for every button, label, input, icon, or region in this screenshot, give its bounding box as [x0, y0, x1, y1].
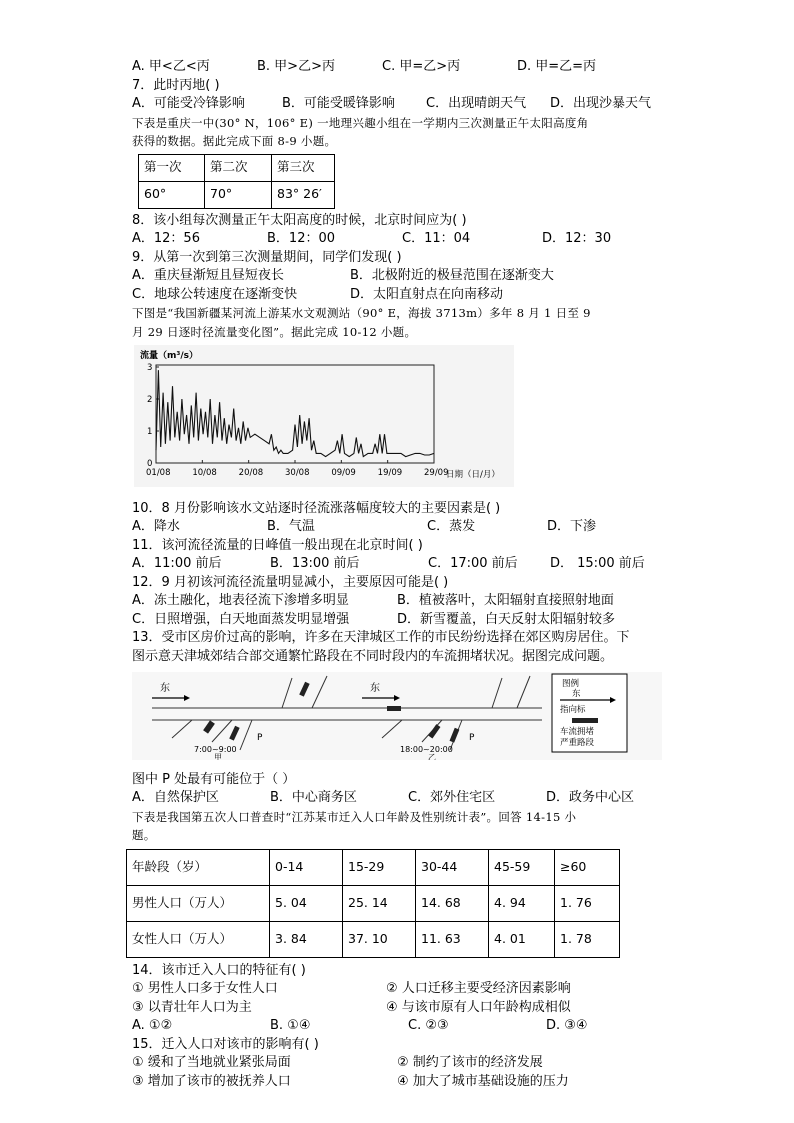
table-cell: 5. 04: [270, 885, 343, 921]
chart-axes: [156, 365, 434, 463]
q15-statement-1: ① 缓和了当地就业紧张局面: [132, 1055, 291, 1070]
q6-options: [132, 58, 662, 77]
q11-stem: 11．该河流径流量的日峰值一般出现在北京时间( ): [132, 537, 423, 553]
east-arrow-head: [184, 695, 190, 701]
legend-jam-line1: 车流拥堵: [560, 727, 595, 737]
panel-label-jia: 甲: [214, 753, 222, 760]
chart-ticks: [146, 363, 449, 478]
q13-intro-line1: 13．受市区房价过高的影响，许多在天津城区工作的市民纷纷选择在郊区购房居住。下: [132, 630, 630, 645]
table1-value-3: 83° 26′: [272, 181, 335, 208]
q11-option-c: C．17:00 前后: [428, 556, 518, 571]
q10-options: [132, 518, 662, 537]
x-tick-label: 10/08: [192, 468, 217, 478]
q13-option-d: D．政务中心区: [546, 790, 635, 805]
q14-statement-3: ③ 以青壮年人口为主: [132, 999, 252, 1015]
table2-header: 30-44: [416, 849, 489, 885]
table2-row-male: [127, 885, 620, 921]
east-label-jia: 东: [160, 683, 170, 694]
congestion-mark: [299, 682, 309, 697]
sun-angle-table: [138, 154, 335, 209]
x-tick-label: 01/08: [146, 468, 171, 478]
q7-options: [132, 95, 662, 114]
q7-option-d: D．出现沙暴天气: [550, 96, 652, 111]
q10-stem: 10．8 月份影响该水文站逐时径流涨落幅度较大的主要因素是( ): [132, 500, 501, 516]
table1-header-2: 第二次: [205, 154, 272, 181]
road-branch: [282, 678, 292, 708]
time-label-jia: 7:00~9:00: [194, 745, 237, 754]
q11-options: [132, 555, 662, 574]
intro-14-15-line1: 下表是我国第五次人口普查时“江苏某市迁入人口年龄及性别统计表”。回答 14-15 小: [132, 809, 577, 824]
road-branch: [492, 678, 502, 708]
q9-option-a: A．重庆昼渐短且昼短夜长: [132, 268, 284, 283]
table2-header: 0-14: [270, 849, 343, 885]
intro-8-9-line2: 获得的数据。据此完成下面 8-9 小题。: [132, 134, 337, 148]
q12-options: [132, 592, 662, 629]
q8-options: [132, 230, 662, 249]
table2-header: 年龄段（岁）: [127, 849, 270, 885]
q14-option-d: D. ③④: [546, 1018, 588, 1033]
q11-option-a: A．11:00 前后: [132, 556, 222, 571]
legend-jam-symbol: [572, 718, 598, 723]
x-tick-label: 20/08: [238, 468, 264, 478]
q8-option-b: B．12：00: [267, 231, 336, 246]
q8-option-d: D．12：30: [542, 231, 612, 246]
table1-value-2: 70°: [205, 181, 272, 208]
q9-option-c: C．地球公转速度在逐渐变快: [132, 286, 298, 302]
q15-statement-3: ③ 增加了该市的被抚养人口: [132, 1073, 291, 1089]
q13-option-a: A．自然保护区: [132, 790, 219, 805]
q9-options: [132, 267, 662, 304]
q6-option-d: D. 甲=乙=丙: [517, 59, 597, 74]
time-label-yi: 18:00~20:00: [400, 745, 453, 754]
q6-option-a: A. 甲<乙<丙: [132, 59, 210, 74]
x-tick-label: 29/09: [424, 468, 449, 478]
table-cell: 14. 68: [416, 885, 489, 921]
intro-8-9-line1: 下表是重庆一中(30° N，106° E) 一地理兴趣小组在一学期内三次测量正午太阳高度角: [132, 115, 589, 130]
panel-label-yi: 乙: [428, 753, 436, 760]
q15-statement-2: ② 制约了该市的经济发展: [397, 1055, 543, 1070]
road-branch: [312, 676, 327, 708]
q14-option-a: A. ①②: [132, 1018, 173, 1033]
q11-option-d: D． 15:00 前后: [550, 556, 645, 571]
legend-east: 东: [572, 689, 581, 699]
table1-value-1: 60°: [139, 181, 205, 208]
table2-header: 45-59: [489, 849, 555, 885]
y-tick-label: 1: [147, 427, 153, 437]
q7-stem: 7．此时丙地( ): [132, 77, 220, 93]
congestion-mark: [203, 720, 215, 733]
road-branch: [517, 676, 530, 708]
q14-statement-4: ④ 与该市原有人口年龄构成相似: [386, 999, 571, 1015]
table-cell: 男性人口（万人）: [127, 885, 270, 921]
congestion-mark: [229, 726, 239, 741]
chart-frame: [156, 365, 434, 463]
table-cell: 女性人口（万人）: [127, 921, 270, 957]
q12-stem: 12．9 月初该河流径流量明显减小，主要原因可能是( ): [132, 574, 449, 590]
intro-10-12-line1: 下图是“我国新疆某河流上游某水文观测站（90° E，海拔 3713m）多年 8 月 1 日至 9: [132, 306, 591, 320]
runoff-chart: [134, 345, 514, 487]
q13-option-b: B．中心商务区: [270, 790, 357, 805]
table2-header: 15-29: [343, 849, 416, 885]
intro-14-15-line2: 题。: [132, 828, 156, 842]
table2-header-row: [127, 849, 620, 885]
table1-header-3: 第三次: [272, 154, 335, 181]
table2-header: ≥60: [555, 849, 620, 885]
q8-option-c: C．11：04: [402, 231, 471, 246]
y-tick-label: 2: [147, 395, 153, 405]
q14-option-b: B. ①④: [270, 1018, 311, 1033]
table-cell: 25. 14: [343, 885, 416, 921]
q9-stem: 9．从第一次到第三次测量期间，同学们发现( ): [132, 249, 402, 265]
q13-intro-line2: 图示意天津城郊结合部交通繁忙路段在不同时段内的车流拥堵状况。据图完成问题。: [132, 648, 614, 664]
q6-option-c: C. 甲=乙>丙: [382, 59, 461, 74]
q14-options: [132, 1017, 662, 1036]
road-branch: [382, 720, 402, 738]
road-branch: [212, 720, 232, 742]
y-tick-label: 0: [147, 459, 153, 469]
legend-arrow-label: 指向标: [560, 705, 586, 715]
traffic-legend: [552, 674, 627, 752]
table-cell: 37. 10: [343, 921, 416, 957]
p-label-yi: P: [469, 733, 475, 743]
congestion-mark: [450, 728, 460, 743]
q12-option-d: D．新雪覆盖，白天反射太阳辐射较多: [397, 611, 616, 627]
q9-option-d: D．太阳直射点在向南移动: [350, 286, 504, 302]
q11-option-b: B．13:00 前后: [270, 556, 360, 571]
q14-stem: 14．该市迁入人口的特征有( ): [132, 962, 306, 978]
q7-option-b: B．可能受暖锋影响: [282, 96, 395, 111]
q9-option-b: B．北极附近的极昼范围在逐渐变大: [350, 268, 554, 283]
q12-option-a: A．冻土融化，地表径流下渗增多明显: [132, 593, 349, 608]
chart-xlabel: 日期（日/月）: [446, 470, 500, 480]
table-cell: 1. 78: [555, 921, 620, 957]
q14-statement-2: ② 人口迁移主要受经济因素影响: [386, 981, 571, 996]
x-tick-label: 19/09: [377, 468, 403, 478]
q14-statements: [132, 980, 662, 1017]
traffic-panel-yi: [362, 676, 542, 760]
q8-stem: 8．该小组每次测量正午太阳高度的时候，北京时间应为( ): [132, 212, 467, 228]
q10-option-d: D．下渗: [547, 519, 597, 534]
q13-option-c: C．郊外住宅区: [408, 790, 496, 805]
q14-option-c: C. ②③: [408, 1018, 449, 1033]
q12-option-b: B．植被落叶，太阳辐射直接照射地面: [397, 593, 614, 608]
q14-statement-1: ① 男性人口多于女性人口: [132, 981, 278, 996]
q7-option-a: A．可能受冷锋影响: [132, 96, 245, 111]
table-cell: 4. 01: [489, 921, 555, 957]
chart-ylabel: 流量（m³/s）: [140, 351, 198, 361]
q15-statements: [132, 1054, 662, 1091]
congestion-mark: [387, 706, 401, 711]
q13-options: [132, 789, 662, 808]
legend-title: 图例: [562, 679, 580, 689]
congestion-mark: [428, 724, 440, 738]
table-cell: 11. 63: [416, 921, 489, 957]
q15-statement-4: ④ 加大了城市基础设施的压力: [397, 1073, 569, 1089]
q8-option-a: A．12：56: [132, 231, 200, 246]
table1-header-1: 第一次: [139, 154, 205, 181]
east-label-yi: 东: [370, 683, 380, 694]
q13-stem: 图中 P 处最有可能位于（ ）: [132, 771, 296, 787]
q10-option-a: A．降水: [132, 519, 180, 534]
x-tick-label: 09/09: [331, 468, 356, 478]
road-branch: [240, 720, 252, 750]
table-cell: 1. 76: [555, 885, 620, 921]
q15-stem: 15．迁入人口对该市的影响有( ): [132, 1036, 319, 1052]
q6-option-b: B. 甲>乙>丙: [257, 59, 335, 74]
exam-page: [132, 58, 662, 1091]
q7-option-c: C．出现晴朗天气: [426, 96, 527, 111]
q12-option-c: C．日照增强，白天地面蒸发明显增强: [132, 611, 350, 627]
road-branch: [172, 720, 192, 738]
p-label-jia: P: [257, 733, 263, 743]
table-cell: 3. 84: [270, 921, 343, 957]
traffic-panel-jia: [152, 676, 362, 760]
intro-10-12-line2: 月 29 日逐时径流量变化图”。据此完成 10-12 小题。: [132, 324, 417, 339]
q10-option-c: C．蒸发: [427, 519, 476, 534]
table2-row-female: [127, 921, 620, 957]
legend-jam-line2: 严重路段: [560, 738, 595, 748]
q10-option-b: B．气温: [267, 519, 315, 534]
y-tick-label: 3: [147, 363, 153, 373]
table-cell: 4. 94: [489, 885, 555, 921]
east-arrow-head: [394, 695, 400, 701]
runoff-series-line: [156, 370, 434, 456]
migration-table: [126, 849, 620, 958]
x-tick-label: 30/08: [285, 468, 310, 478]
traffic-diagram: [132, 672, 662, 760]
